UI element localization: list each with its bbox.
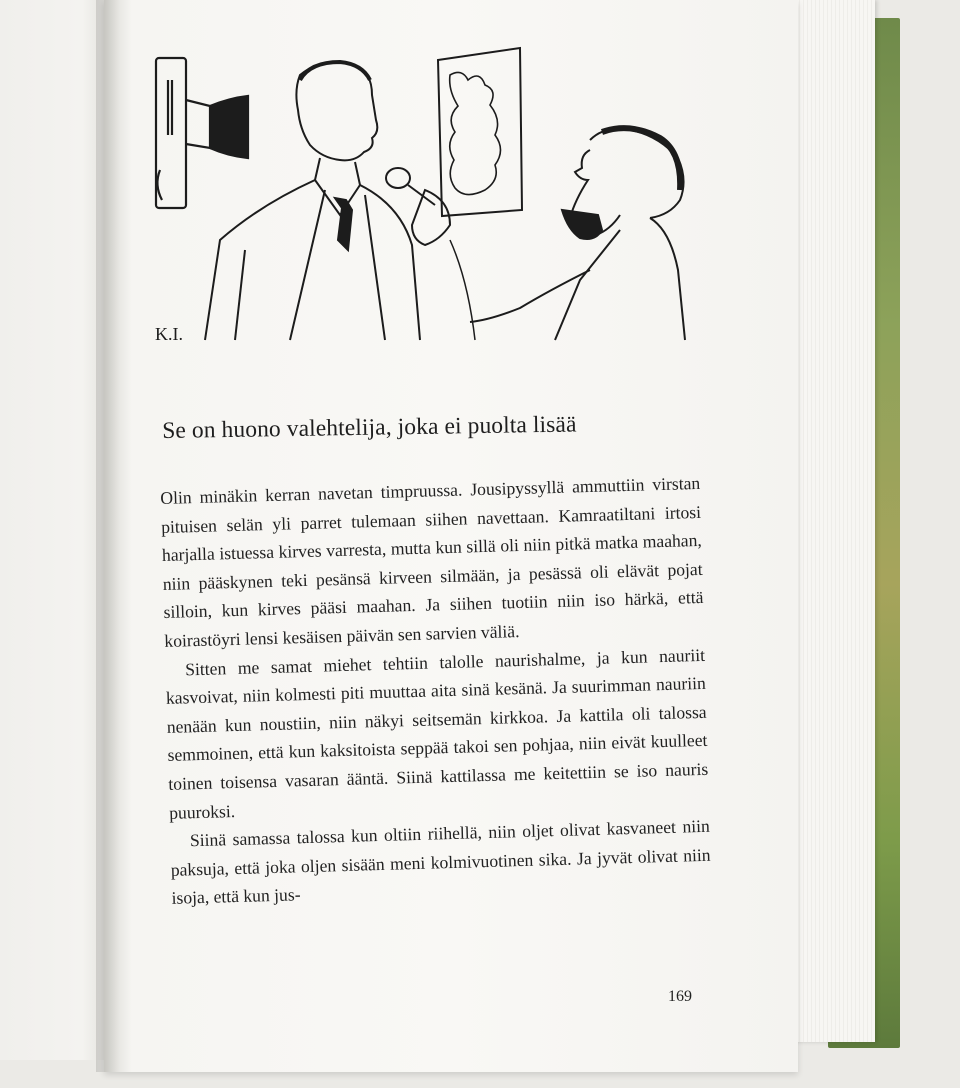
- camera-icon: [156, 58, 248, 208]
- interviewer-with-microphone: [412, 128, 685, 340]
- paragraph: Olin minäkin kerran navetan timpruussa. Jousipyssyllä ammuttiin virstan pituisen selän yli parret tulemaan siihen navettaan. Kamraatiltani irtosi harjalla istuessa kirves varresta, mutta kun sillä oli niin pitkä matka maahan, niin pääskynen teki pesänsä kirveen silmään, ja pesässä oli elävät pojat silloin, kun kirves pääsi maahan. Ja siihen tuotiin niin iso härkä, että koirastöyri lensi kesäisen päivän sen sarvien väliä.: [160, 472, 704, 651]
- map-of-finland-icon: [438, 48, 522, 216]
- illustrator-signature: K.I.: [155, 324, 183, 344]
- story-body: [160, 469, 712, 913]
- paragraph: Siinä samassa talossa kun oltiin riihellä, niin oljet olivat kasvaneet niin paksuja, että joka oljen sisään meni kolmivuotinen sika. Ja jyvät olivat niin isoja, että kun jus-: [170, 815, 711, 909]
- paragraph: Sitten me samat miehet tehtiin talolle naurishalme, ja kun nauriit kasvoivat, niin kolmesti piti muuttaa aita sinä kesänä. Ja suurimman nauriin nenään kun noustiin, niin näkyi seitsemän kirkkoa. Ja kattila oli talossa semmoinen, että kun kaksitoista seppää takoi sen pohjaa, niin eivät kuulleet toinen toisensa vasaran ääntä. Siinä kattilassa me keitettiin se iso nauris puuroksi.: [165, 644, 709, 823]
- page-number: 169: [668, 988, 692, 1005]
- gutter-shadow: [96, 0, 120, 1072]
- cartoon-illustration: [150, 40, 695, 355]
- story-title: Se on huono valehtelija, joka ei puolta lisää: [162, 411, 577, 444]
